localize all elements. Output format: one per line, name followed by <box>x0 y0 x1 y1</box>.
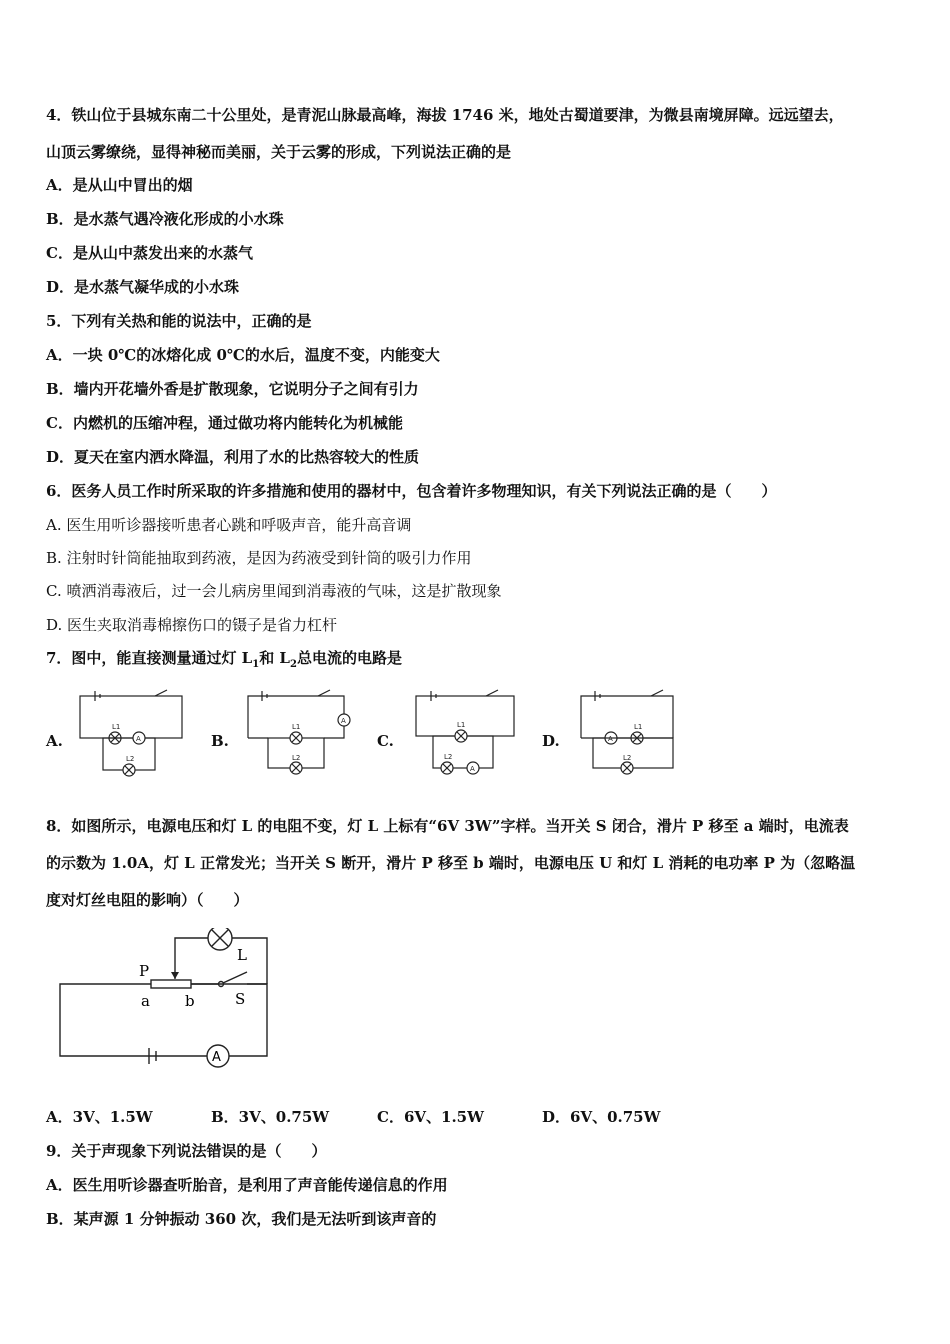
q6-option-a: A. 医生用听诊器接听患者心跳和呼吸声音，能升高音调 <box>46 516 412 534</box>
q7-circuit-d <box>573 684 691 780</box>
q7-circuit-a <box>75 684 187 780</box>
q8-label-l: L <box>237 946 247 964</box>
svg-text:L1: L1 <box>292 723 301 731</box>
svg-text:L1: L1 <box>112 723 121 731</box>
q9-option-a: A．医生用听诊器查听胎音，是利用了声音能传递信息的作用 <box>46 1176 448 1194</box>
svg-text:A: A <box>470 765 475 773</box>
q9-stem: 9．关于声现象下列说法错误的是（ ） <box>46 1142 327 1160</box>
svg-text:L2: L2 <box>623 754 632 762</box>
svg-text:A: A <box>608 735 613 743</box>
q4-stem-line2: 山顶云雾缭绕，显得神秘而美丽，关于云雾的形成，下列说法正确的是 <box>46 143 512 161</box>
q8-ammeter-label: A <box>212 1050 221 1065</box>
q5-stem: 5．下列有关热和能的说法中，正确的是 <box>46 312 312 330</box>
svg-text:L2: L2 <box>126 755 135 763</box>
q7-circuit-c <box>411 684 521 784</box>
q8-stem-line1: 8．如图所示，电源电压和灯 L 的电阻不变，灯 L 上标有“6V 3W”字样。当开关 S 闭合，滑片 P 移至 a 端时，电流表 <box>46 817 849 835</box>
svg-text:L2: L2 <box>444 753 453 761</box>
q4-option-b: B．是水蒸气遇冷液化形成的小水珠 <box>46 210 284 228</box>
svg-text:A: A <box>136 735 141 743</box>
q8-stem-line2: 的示数为 1.0A，灯 L 正常发光；当开关 S 断开，滑片 P 移至 b 端时，电源电压 U 和灯 L 消耗的电功率 P 为（忽略温 <box>46 854 856 872</box>
q8-label-s: S <box>235 990 246 1008</box>
q8-label-p: P <box>139 962 150 980</box>
q6-stem: 6．医务人员工作时所采取的许多措施和使用的器材中，包含着许多物理知识，有关下列说法正确的是（ ） <box>46 482 777 500</box>
q6-option-b: B. 注射时针筒能抽取到药液，是因为药液受到针筒的吸引力作用 <box>46 549 472 567</box>
q7-circuit-b <box>240 684 356 780</box>
q5-option-d: D．夏天在室内洒水降温，利用了水的比热容较大的性质 <box>46 448 420 466</box>
q4-option-a: A．是从山中冒出的烟 <box>46 176 193 194</box>
q7-label-a: A. <box>46 732 63 750</box>
q5-option-c: C．内燃机的压缩冲程，通过做功将内能转化为机械能 <box>46 414 403 432</box>
svg-text:L1: L1 <box>634 723 643 731</box>
q6-option-d: D. 医生夹取消毒棉擦伤口的镊子是省力杠杆 <box>46 616 338 634</box>
q5-option-a: A．一块 0℃的冰熔化成 0℃的水后，温度不变，内能变大 <box>46 346 440 364</box>
q8-stem-line3: 度对灯丝电阻的影响）（ ） <box>46 891 249 909</box>
q7-label-b: B. <box>211 732 229 750</box>
q4-option-d: D．是水蒸气凝华成的小水珠 <box>46 278 240 296</box>
q6-option-c: C. 喷洒消毒液后，过一会儿病房里闻到消毒液的气味，这是扩散现象 <box>46 582 502 600</box>
q8-option-c: C．6V、1.5W <box>377 1108 484 1126</box>
q8-label-a: a <box>141 992 150 1010</box>
q7-label-c: C. <box>377 732 394 750</box>
q7-stem: 7．图中，能直接测量通过灯 $L_1$和 $L_2$总电流的电路是 <box>46 649 402 670</box>
svg-text:L2: L2 <box>292 754 301 762</box>
q4-stem-line1: 4．铁山位于县城东南二十公里处，是青泥山脉最高峰，海拔 1746 米，地处古蜀道要津，为微县南境屏障。远远望去， <box>46 106 844 124</box>
svg-text:A: A <box>341 717 346 725</box>
q8-option-b: B．3V、0.75W <box>211 1108 330 1126</box>
q8-circuit-diagram <box>55 928 275 1068</box>
q7-label-d: D. <box>542 732 560 750</box>
q8-label-b: b <box>185 992 195 1010</box>
svg-text:L1: L1 <box>457 721 466 729</box>
q5-option-b: B．墙内开花墙外香是扩散现象，它说明分子之间有引力 <box>46 380 419 398</box>
q9-option-b: B．某声源 1 分钟振动 360 次，我们是无法听到该声音的 <box>46 1210 437 1228</box>
q8-option-d: D．6V、0.75W <box>542 1108 661 1126</box>
q4-option-c: C．是从山中蒸发出来的水蒸气 <box>46 244 253 262</box>
q8-option-a: A．3V、1.5W <box>46 1108 153 1126</box>
